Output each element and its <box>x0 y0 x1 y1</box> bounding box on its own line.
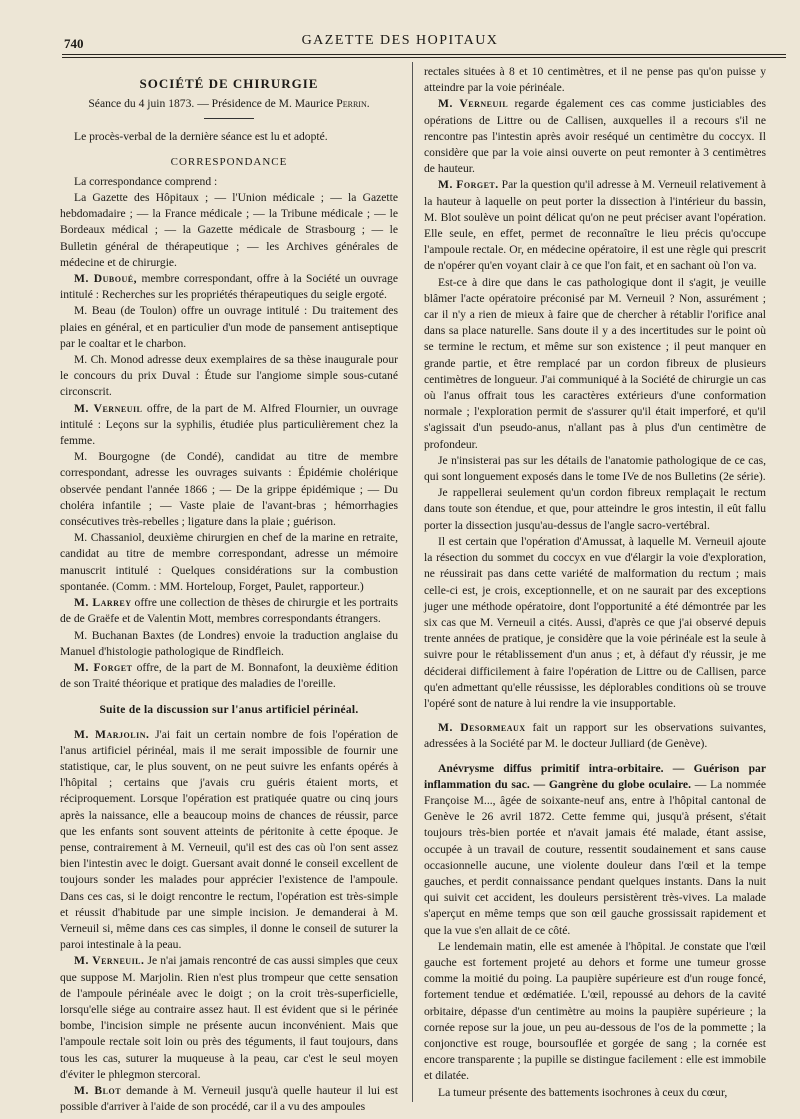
journals-list: La Gazette des Hôpitaux ; — l'Union médicale ; — la Gazette hebdomadaire ; — la France médicale ; — la Tribune médicale ; — le Bordeaux médical ; — la Gazette médicale de Strasbourg ; — le Bulletin général de thérapeutique ; — les Archives générales de médecine et de chirurgie. <box>60 191 398 269</box>
paragraph-marjolin <box>60 727 398 954</box>
paragraph-text: regarde également ces cas comme justiciables des opérations de Littre ou de Callisen, auxquelles il a recours s'il ne rencontre pas l'intestin après avoir reséqué un centimètre du coccyx. Il considère que par la voie ainsi ouverte on peut remonter à 3 centimètres de hauteur. <box>424 97 766 176</box>
speaker: M. Verneuil <box>438 97 509 111</box>
column-divider <box>412 62 413 1102</box>
speaker: M. Forget. <box>438 178 499 192</box>
paragraph-lendemain: Le lendemain matin, elle est amenée à l'hôpital. Je constate que l'œil gauche est fortement projeté au dehors et forme une tumeur grosse comme la moitié du poing. La paupière supérieure est d'un rouge foncé, fortement tendue et œdématiée. L'œil, repoussé au dehors de la cavité orbitaire, dépasse d'un centimètre au moins la paupière supérieure ; la cornée repose sur la joue, un peu au-dessous de l'os de la pommette ; la conjonctive est rouge, boursouflée et gorgée de sang ; la cornée est encore transparente ; la pupille se distingue facilement : elle est immobile et dilatée. <box>424 939 766 1083</box>
observation-title: Anévrysme diffus primitif intra-orbitaire. — Guérison par inflammation du sac. — Gangrène du globe oculaire. <box>424 761 766 791</box>
speaker: M. Marjolin. <box>74 727 150 741</box>
corr-intro: La correspondance comprend : <box>74 174 218 188</box>
right-column <box>424 64 766 1101</box>
paragraph-text: Par la question qu'il adresse à M. Verneuil relativement à la hauteur à laquelle on peut porter la dissection à l'intérieur du bassin, M. Blot soulève un point délicat qu'on ne peut préciser avant l'opération. Elle seule, en effet, permet de reconnaître le lieu précis qu'occupe l'ampoule rectale. Or, en médecine opératoire, il est une règle qui prescrit de n'opérer qu'en voyant clair à ce que l'on fait, et en sachant où l'on va. <box>424 178 766 273</box>
paragraph-text: J'ai fait un certain nombre de fois l'opération de l'anus artificiel périnéal, mais il me serait impossible de fournir une statistique, car, le plus souvent, on ne peut suivre les enfants opérés à l'hôpital ; certains que j'avais cru guéris étaient morts, et réciproquement. Lorsque l'opération est pratiquée quatre ou cinq jours après la naissance, elle a beaucoup moins de chances de réussir, parce que les enfants sont souvent atteints de péritonite à cette époque. Je pense, contrairement à M. Verneuil, qu'il est des cas où l'on sent assez bien l'intestin avec le doigt. Guersant avait donné le conseil excellent de toujours sonder les malades pour apprécier l'existence de l'ampoule. Dans ces cas, si le doigt rencontre le rectum, l'opération est très-simple et réussit d'habitude par une simple incision. Je demanderai à M. Verneuil si, même dans ces cas simples, il donne le conseil de suturer la paroi intestinale à la peau. <box>60 727 398 952</box>
speaker: M. Larrey <box>74 596 132 610</box>
paragraph-verneuil-reply <box>60 953 398 1083</box>
paragraph-certain: Il est certain que l'opération d'Amussat, à laquelle M. Verneuil ajoute la résection du sommet du coccyx en vue d'élargir la voie d'exploration, ne réussirait pas dans cette variété de malformation du rectum ; mais celle-ci est, je crois, exceptionnelle, et on ne saurait par des exceptions juger une méthode opératoire, dont l'opportunité a été démontrée par les six cas que M. Verneuil a cités. Aussi, d'après ce que j'ai observé depuis trente années de pratique, je considère que la voie périnéale est la seule à suivre pour le rétablissement d'un anus ; et, à défaut d'y réussir, je me déciderai difficilement à faire l'opération de Littre ou de Callisen, parce qu'en admettant qu'elle réussisse, les déplorables conditions où se trouve l'opéré sont de nature à lui rendre la vie insupportable. <box>424 534 766 710</box>
proces-verbal: Le procès-verbal de la dernière séance est lu et adopté. <box>74 130 328 144</box>
spacer <box>424 753 766 761</box>
page-number: 740 <box>64 36 84 51</box>
correspondance-heading: CORRESPONDANCE <box>170 155 288 168</box>
seance-line <box>60 96 398 112</box>
running-title: GAZETTE DES HOPITAUX <box>301 33 499 48</box>
speaker: M. Duboué, <box>74 272 138 286</box>
speaker: M. Desormeaux <box>438 721 526 735</box>
paragraph-forget-2 <box>424 177 766 274</box>
left-column <box>60 64 398 1115</box>
president-name: Perrin. <box>336 97 370 111</box>
speaker: M. Forget <box>74 660 133 674</box>
paragraph-forget <box>60 660 398 692</box>
spacer <box>424 712 766 720</box>
paragraph-desormeaux <box>424 720 766 752</box>
paragraph-insisterai: Je n'insisterai pas sur les détails de l'anatomie pathologique de ce cas, qui sont longuement exposés dans le tome IVe de nos Bulletins (2e série). <box>424 453 766 484</box>
paragraph-text: demande à M. Verneuil jusqu'à quelle hauteur il lui est possible d'arriver à l'aide de son procédé, car il a vu des ampoules <box>60 1083 398 1114</box>
discussion-heading: Suite de la discussion sur l'anus artificiel périnéal. <box>99 704 359 717</box>
section-title: SOCIÉTÉ DE CHIRURGIE <box>139 76 319 91</box>
seance-text: Séance du 4 juin 1873. — Présidence de M. Maurice <box>88 97 337 111</box>
paragraph-text: offre une collection de thèses de chirurgie et les portraits de de Graëfe et de Valentin Mott, membres correspondants étrangers. <box>60 596 399 626</box>
header-rule-double <box>62 57 786 58</box>
paragraph-blot <box>60 1083 398 1115</box>
paragraph-text: — La nommée Françoise M..., âgée de soixante-neuf ans, entre à l'hôpital cantonal de Genève le 26 avril 1872. Cette femme qui, jusqu'à présent, s'était toujours très-bien portée et n'avait jamais été malade, étant assise, occupée à un travail de couture, ressentit soudainement et sans cause occasionnelle aucune, une violente douleur dans l'œil et la tempe gauches, et perdit connaissance pendant quelques instants. Dans la nuit qui suivit cet accident, les douleurs persistèrent très-vives. La malade s'aperçut en même temps que son œil gauche grossissait rapidement et que la vue s'en allait de ce côté. <box>424 777 766 937</box>
paragraph-text: offre, de la part de M. Bonnafont, la deuxième édition de son Traité théorique et pratique des maladies de l'oreille. <box>60 660 399 691</box>
paragraph-text: membre correspondant, offre à la Société un ouvrage intitulé : Recherches sur les propriétés thérapeutiques du seigle ergoté. <box>60 272 398 302</box>
paragraph-est: Est-ce à dire que dans le cas pathologique dont il s'agit, je veuille blâmer l'acte opératoire préconisé par M. Verneuil ? Non, assurément ; car il n'y a rien de mieux à faire que de chercher à rétablir l'orifice anal dans sa place naturelle. Sans doute il y a des incertitudes sur le point où se termine le rectum, et même sur son existence ; il peut manquer en grande partie, et être remplacé par un cordon fibreux de plusieurs centimètres de longueur. J'ai communiqué à la Société de chirurgie un cas où l'anus offrait tous les caractères extérieurs d'une conformation normale ; l'exploration permit de s'assurer qu'il était imperforé, et qu'il s'agissait d'un pseudo-anus, n'allant pas à plus d'un centimètre de profondeur. <box>424 275 766 451</box>
speaker: M. Blot <box>74 1083 122 1097</box>
paragraph-text: offre, de la part de M. Alfred Flournier, un ouvrage intitulé : Leçons sur la syphilis, étudiée plus particulièrement chez la femme. <box>60 401 398 448</box>
paragraph-buchanan: M. Buchanan Baxtes (de Londres) envoie la traduction anglaise du Manuel d'histologie pathologique de Rindfleich. <box>60 628 398 658</box>
paragraph-verneuil <box>60 401 398 450</box>
observation-paragraph <box>424 761 766 939</box>
paragraph-text: Je n'ai jamais rencontré de cas aussi simples que ceux que suppose M. Marjolin. Rien n'est plus trompeur que cette sensation de l'ampoule périnéale avec le doigt ; on la croit très-superficielle, lorsqu'elle siége au contraire assez haut. Il est évident que si le périnée bombe, l'incision simple ne présente aucun inconvénient. Mais que l'ampoule rectale soit loin ou près des téguments, il faut toujours, dans tous les cas, suturer la muqueuse à la peau, car c'est le seul moyen d'éviter le phlegmon stercoral. <box>60 954 398 1081</box>
paragraph-bourgogne: M. Bourgogne (de Condé), candidat au titre de membre correspondant, adresse les ouvrages suivants : Épidémie cholérique observée pendant l'année 1866 ; — De la grippe épidémique ; — Du choléra infantile ; — Vaste plaie de l'avant-bras ; hémorrhagies consécutives très-rebelles ; ligature dans la plaie ; guérison. <box>60 450 398 529</box>
paragraph-tumeur: La tumeur présente des battements isochrones à ceux du cœur, <box>438 1085 728 1099</box>
paragraph-monod: M. Ch. Monod adresse deux exemplaires de sa thèse inaugurale pour le concours du prix Duval : Étude sur l'angiome simple sous-cutané circonscrit. <box>60 353 398 399</box>
paragraph-beau: M. Beau (de Toulon) offre un ouvrage intitulé : Du traitement des plaies en général, et en particulier d'un mode de pansement antiseptique par le coaltar et le charbon. <box>60 304 398 350</box>
header-rule <box>62 54 786 55</box>
paragraph-verneuil-2 <box>424 96 766 177</box>
paragraph-chassaniol: M. Chassaniol, deuxième chirurgien en chef de la marine en retraite, candidat au titre de membre correspondant, adresse un mémoire manuscrit intitulé : Quelques considérations sur la combustion spontanée. (Comm. : MM. Horteloup, Forget, Paulet, rapporteur.) <box>60 531 398 593</box>
paragraph-larrey <box>60 595 398 627</box>
paragraph-duboue <box>60 271 398 303</box>
speaker: M. Verneuil. <box>74 954 145 968</box>
short-rule <box>204 118 254 119</box>
paragraph-continued: rectales situées à 8 et 10 centimètres, et il ne pense pas qu'on puisse y atteindre par la voie périnéale. <box>424 65 766 95</box>
speaker: M. Verneuil <box>74 401 143 415</box>
paragraph-rappellerai: Je rappellerai seulement qu'un cordon fibreux remplaçait le rectum dans toute son étendue, et que, pour atteindre le gros intestin, il eût fallu porter la dissection jusqu'au-dessus de l'angle sacro-vertébral. <box>424 486 766 532</box>
paragraph-text: fait un rapport sur les observations suivantes, adressées à la Société par M. le docteur Julliard (de Genève). <box>424 721 766 751</box>
